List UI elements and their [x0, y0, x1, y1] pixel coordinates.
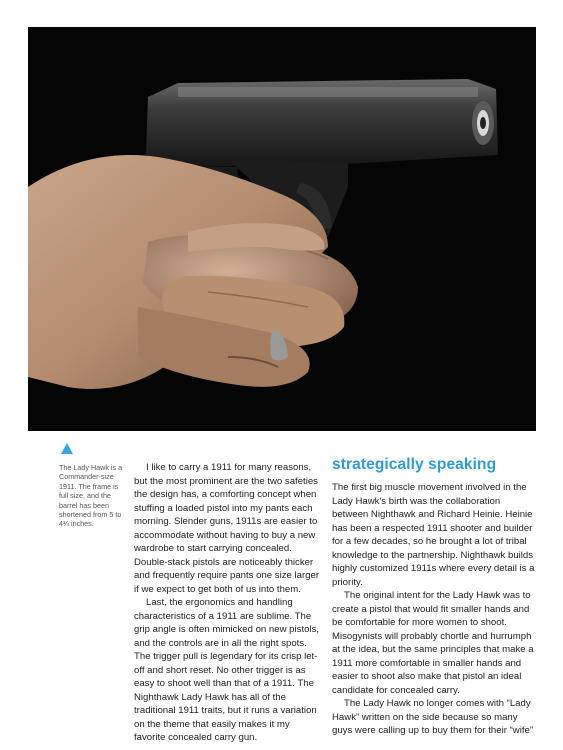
paragraph: The Lady Hawk no longer comes with “Lady Hawk” written on the side because so many guys were calling up to buy them for their “wife”	[332, 698, 534, 736]
caption-arrow-icon	[61, 443, 73, 454]
pistol-hands-illustration	[28, 27, 536, 431]
section-heading: strategically speaking	[332, 456, 497, 473]
paragraph: The original intent for the Lady Hawk was to create a pistol that would fit smaller hands and be comfortable for more women to shoot. Misogynists will probably chortle and hurrumph at the idea, but the same principles that make a 1911 more comfortable in smaller hands and easier to shoot also make that pistol an ideal candidate for concealed carry.	[332, 590, 534, 696]
photo-caption: The Lady Hawk is a Commander-size 1911. The frame is full size, and the barrel has been shortened from 5 to 4¼ inches.	[59, 463, 123, 529]
paragraph: Last, the ergonomics and handling characteristics of a 1911 are sublime. The grip angle is often mimicked on new pistols, and the controls are in all the right spots. The trigger pull is legendary for its crisp let-off and short reset. No other trigger is as easy to shoot well than that of a 1911. The Nighthawk Lady Hawk has all of the traditional 1911 traits, but it runs a variation on the theme that easily makes it my favorite concealed carry gun.	[134, 597, 320, 743]
paragraph: The first big muscle movement involved in the Lady Hawk's birth was the collaboration between Nighthawk and Richard Heinie. Heinie has been a respected 1911 shooter and builder for a few decades, so he brought a lot of tribal knowledge to the partnership. Nighthawk builds highly customized 1911s where every detail is a priority.	[332, 482, 535, 588]
paragraph: I like to carry a 1911 for many reasons, but the most prominent are the two safeties the design has, a comforting concept when stuffing a loaded pistol into my pants each morning. Slender guns, 1911s are easier to accommodate without having to buy a new wardrobe to start carrying concealed. Double-stack pistols are noticeably thicker and frequently require pants one size larger if we expect to get both of us into them.	[134, 462, 320, 595]
article-column-1	[134, 461, 321, 745]
article-photo	[28, 27, 536, 431]
article-column-2	[332, 456, 538, 738]
